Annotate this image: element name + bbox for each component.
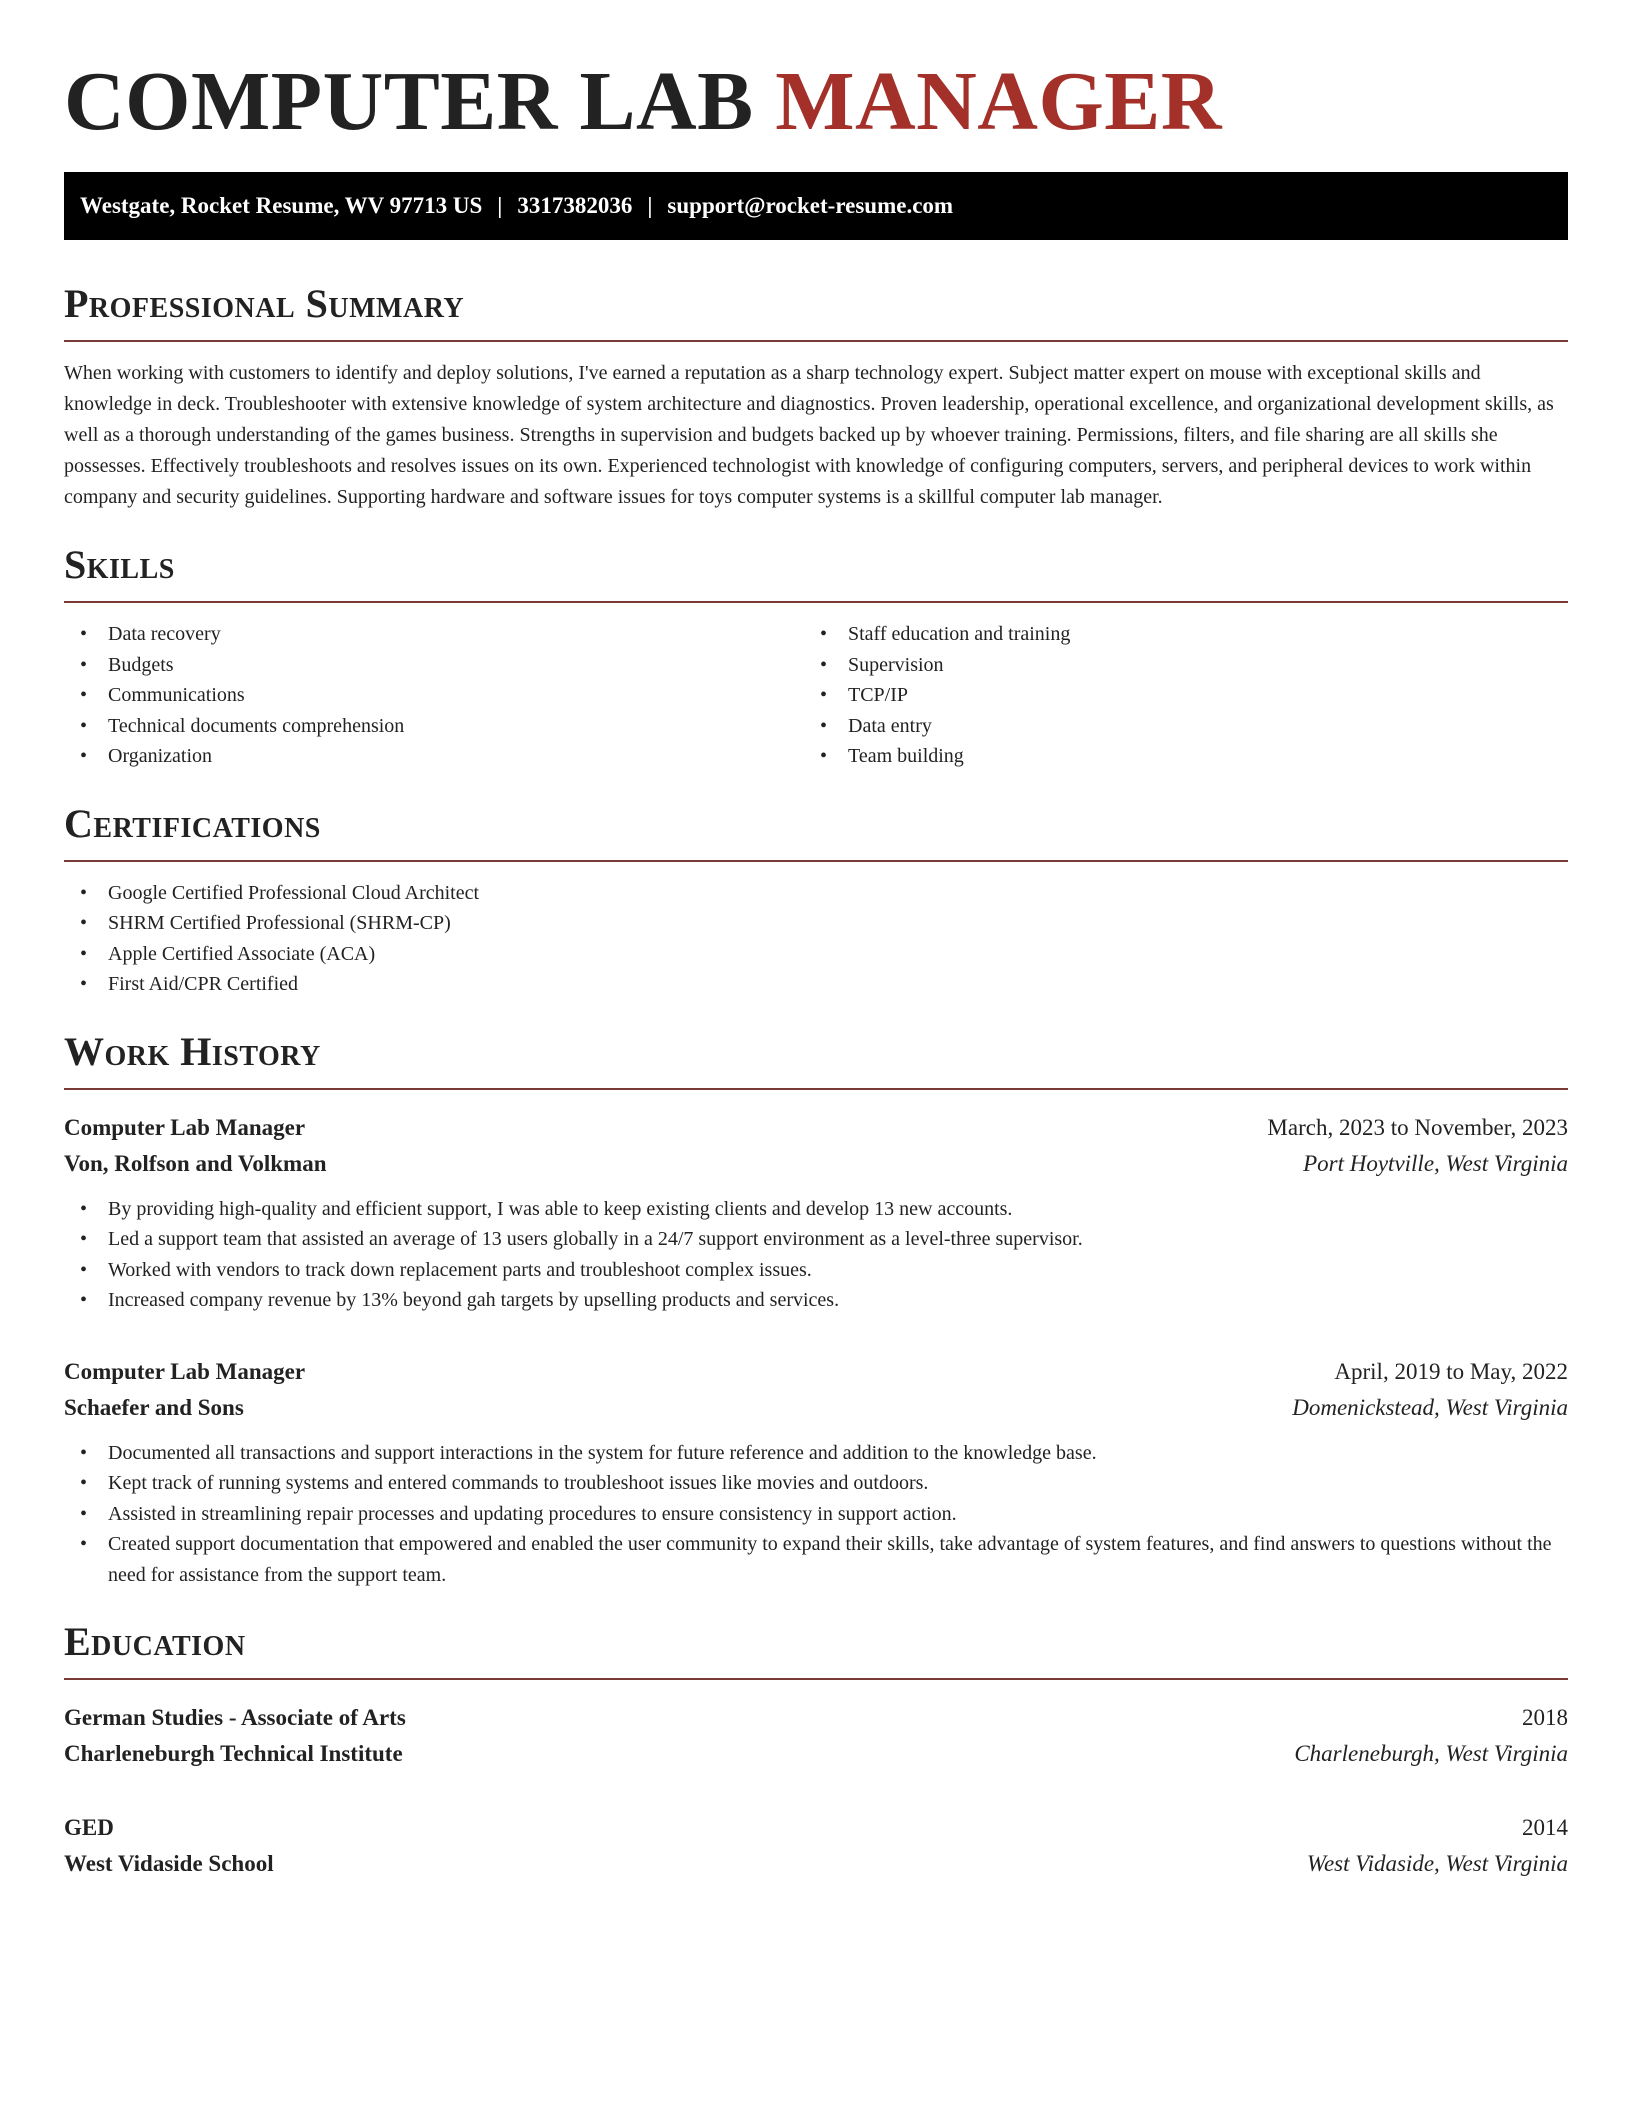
job-dates: April, 2019 to May, 2022 [1334, 1358, 1568, 1384]
education-degree-row [64, 1810, 1568, 1846]
certification-item: • SHRM Certified Professional (SHRM-CP) [64, 908, 1568, 939]
job-bullets [64, 1438, 1568, 1591]
certifications-heading: Certifications [64, 800, 1568, 862]
education-school: West Vidaside School [64, 1851, 274, 1876]
job-entry [64, 1110, 1568, 1316]
summary-heading: Professional Summary [64, 280, 1568, 342]
skill-item: • TCP/IP [804, 680, 1568, 711]
work-history-section [64, 1028, 1568, 1591]
job-bullet: • Led a support team that assisted an average of 13 users globally in a 24/7 support environment as a level-three supervisor. [64, 1224, 1568, 1255]
skill-item: • Budgets [64, 650, 804, 681]
job-bullets [64, 1194, 1568, 1316]
name-first: COMPUTER LAB [64, 55, 754, 148]
education-school-row [64, 1736, 1568, 1772]
skills-heading: Skills [64, 541, 1568, 603]
job-bullet: • By providing high-quality and efficient support, I was able to keep existing clients and develop 13 new accounts. [64, 1194, 1568, 1225]
job-header-row [64, 1110, 1568, 1146]
job-entry [64, 1354, 1568, 1591]
contact-phone: 3317382036 [517, 193, 633, 218]
skills-section [64, 541, 1568, 772]
skill-item: • Organization [64, 741, 804, 772]
skills-list-left [64, 619, 804, 772]
job-dates: March, 2023 to November, 2023 [1267, 1114, 1568, 1140]
skill-item: • Data recovery [64, 619, 804, 650]
job-company: Von, Rolfson and Volkman [64, 1150, 327, 1176]
job-bullet: • Worked with vendors to track down replacement parts and troubleshoot complex issues. [64, 1255, 1568, 1286]
skill-item: • Data entry [804, 711, 1568, 742]
skill-item: • Communications [64, 680, 804, 711]
education-year: 2014 [1522, 1815, 1568, 1840]
job-bullet: • Documented all transactions and support interactions in the system for future reference and addition to the knowledge base. [64, 1438, 1568, 1469]
education-year: 2018 [1522, 1705, 1568, 1730]
resume-name [64, 52, 1568, 152]
skill-item: • Staff education and training [804, 619, 1568, 650]
education-section [64, 1618, 1568, 1882]
job-company-row [64, 1146, 1568, 1182]
education-degree: GED [64, 1815, 114, 1840]
education-location: West Vidaside, West Virginia [1306, 1851, 1568, 1876]
certifications-section [64, 800, 1568, 1000]
job-bullet: • Created support documentation that empowered and enabled the user community to expand their skills, take advantage of system features, and find answers to questions without the need for assistance from the support team. [64, 1529, 1568, 1590]
certification-item: • Apple Certified Associate (ACA) [64, 939, 1568, 970]
education-location: Charleneburgh, West Virginia [1294, 1741, 1568, 1766]
education-degree-row [64, 1700, 1568, 1736]
contact-bar [64, 172, 1568, 240]
skill-item: • Technical documents comprehension [64, 711, 804, 742]
skill-item: • Supervision [804, 650, 1568, 681]
skills-list-right [804, 619, 1568, 772]
summary-section [64, 280, 1568, 513]
job-title: Computer Lab Manager [64, 1358, 306, 1384]
job-location: Domenickstead, West Virginia [1292, 1394, 1568, 1420]
contact-email: support@rocket-resume.com [667, 193, 954, 218]
job-location: Port Hoytville, West Virginia [1303, 1150, 1568, 1176]
job-header-row [64, 1354, 1568, 1390]
education-degree: German Studies - Associate of Arts [64, 1705, 406, 1730]
education-school-row [64, 1846, 1568, 1882]
summary-text: When working with customers to identify and deploy solutions, I've earned a reputation as a sharp technology expert. Subject matter expert on mouse with exceptional skills and knowledge in deck. Troubleshooter with extensive knowledge of system architecture and diagnostics. Proven leadership, operational excellence, and organizational development skills, as well as a thorough understanding of the games business. Strengths in supervision and budgets backed up by whoever training. Permissions, filters, and file sharing are all skills she possesses. Effectively troubleshoots and resolves issues on its own. Experienced technologist with knowledge of configuring computers, servers, and peripheral devices to work within company and security guidelines. Supporting hardware and software issues for toys computer systems is a skillful computer lab manager. [64, 362, 1554, 508]
education-school: Charleneburgh Technical Institute [64, 1741, 403, 1766]
job-bullet: • Assisted in streamlining repair processes and updating procedures to ensure consistency in support action. [64, 1499, 1568, 1530]
contact-separator: | [497, 193, 503, 218]
job-company: Schaefer and Sons [64, 1394, 244, 1420]
education-heading: Education [64, 1618, 1568, 1680]
education-entry [64, 1700, 1568, 1772]
education-entry [64, 1810, 1568, 1882]
contact-separator: | [647, 193, 653, 218]
contact-address: Westgate, Rocket Resume, WV 97713 US [80, 193, 483, 218]
job-company-row [64, 1390, 1568, 1426]
certifications-list [64, 878, 1568, 1000]
certification-item: • Google Certified Professional Cloud Architect [64, 878, 1568, 909]
skills-grid [64, 603, 1568, 772]
job-bullet: • Kept track of running systems and entered commands to troubleshoot issues like movies and outdoors. [64, 1468, 1568, 1499]
work-history-heading: Work History [64, 1028, 1568, 1090]
skill-item: • Team building [804, 741, 1568, 772]
job-bullet: • Increased company revenue by 13% beyond gah targets by upselling products and services. [64, 1285, 1568, 1316]
certification-item: • First Aid/CPR Certified [64, 969, 1568, 1000]
name-accent: MANAGER [775, 55, 1222, 148]
job-title: Computer Lab Manager [64, 1114, 306, 1140]
